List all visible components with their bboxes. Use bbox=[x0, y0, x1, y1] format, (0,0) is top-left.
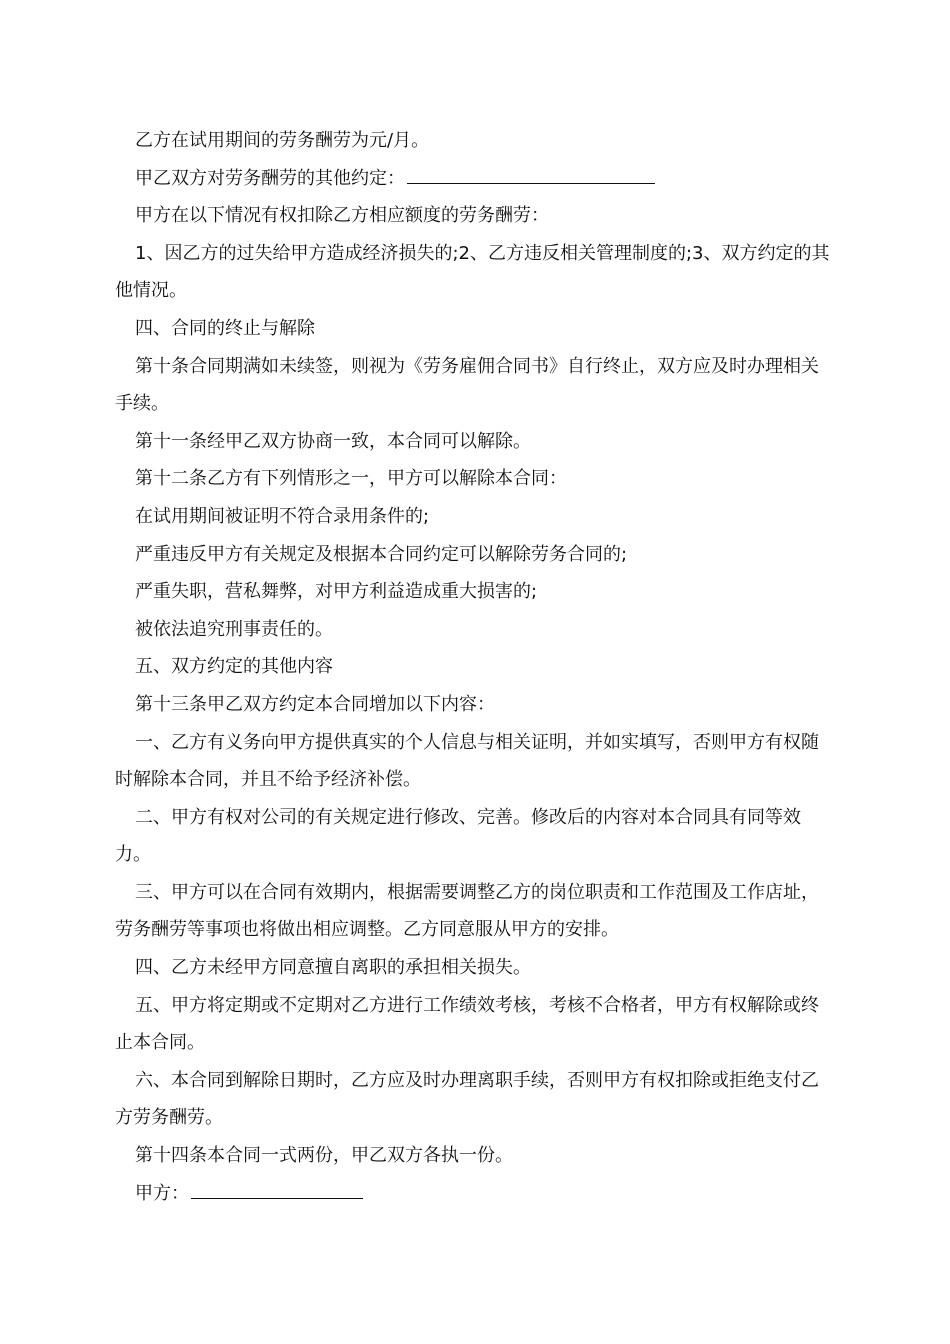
paragraph-article-12: 第十二条乙方有下列情形之一，甲方可以解除本合同： bbox=[135, 468, 567, 490]
term-item-5: 五、甲方将定期或不定期对乙方进行工作绩效考核，考核不合格者，甲方有权解除或终止本合同。 bbox=[115, 994, 819, 1054]
list-item-criminal: 被依法追究刑事责任的。 bbox=[135, 618, 333, 640]
contract-body bbox=[115, 122, 835, 1212]
list-item-probation: 在试用期间被证明不符合录用条件的; bbox=[135, 505, 430, 527]
list-item-dereliction: 严重失职，营私舞弊，对甲方利益造成重大损害的; bbox=[135, 581, 538, 603]
paragraph-article-10: 第十条合同期满如未续签，则视为《劳务雇佣合同书》自行终止，双方应及时办理相关手续。 bbox=[115, 355, 819, 415]
paragraph-deduction-cases: 1、因乙方的过失给甲方造成经济损失的;2、乙方违反相关管理制度的;3、双方约定的其他情况。 bbox=[115, 242, 830, 302]
paragraph-other-pay-agreement-text: 甲乙双方对劳务酬劳的其他约定： bbox=[135, 167, 405, 189]
signature-party-a-label: 甲方： bbox=[135, 1182, 189, 1204]
paragraph-other-pay-agreement bbox=[115, 160, 835, 198]
term-item-1: 一、乙方有义务向甲方提供真实的个人信息与相关证明，并如实填写，否则甲方有权随时解除本合同，并且不给予经济补偿。 bbox=[115, 731, 819, 791]
signature-blank-line bbox=[191, 1176, 363, 1199]
list-item-serious-violation: 严重违反甲方有关规定及根据本合同约定可以解除劳务合同的; bbox=[135, 543, 628, 565]
fill-in-blank-line bbox=[407, 161, 655, 184]
paragraph-trial-pay: 乙方在试用期间的劳务酬劳为元/月。 bbox=[135, 130, 430, 151]
term-item-3: 三、甲方可以在合同有效期内，根据需要调整乙方的岗位职责和工作范围及工作店址，劳务酬劳等事项也将做出相应调整。乙方同意服从甲方的安排。 bbox=[115, 881, 819, 941]
section-heading-termination: 四、合同的终止与解除 bbox=[135, 317, 315, 339]
term-item-2: 二、甲方有权对公司的有关规定进行修改、完善。修改后的内容对本合同具有同等效力。 bbox=[115, 806, 801, 866]
paragraph-article-11: 第十一条经甲乙双方协商一致，本合同可以解除。 bbox=[135, 430, 531, 452]
term-item-4: 四、乙方未经甲方同意擅自离职的承担相关损失。 bbox=[135, 957, 531, 979]
paragraph-deduction-intro: 甲方在以下情况有权扣除乙方相应额度的劳务酬劳： bbox=[135, 205, 549, 227]
term-item-6: 六、本合同到解除日期时，乙方应及时办理离职手续，否则甲方有权扣除或拒绝支付乙方劳务酬劳。 bbox=[115, 1069, 819, 1129]
signature-party-a bbox=[115, 1175, 835, 1213]
section-heading-other-terms: 五、双方约定的其他内容 bbox=[135, 656, 333, 678]
paragraph-article-13: 第十三条甲乙双方约定本合同增加以下内容： bbox=[135, 693, 495, 715]
paragraph-article-14: 第十四条本合同一式两份，甲乙双方各执一份。 bbox=[135, 1145, 513, 1167]
